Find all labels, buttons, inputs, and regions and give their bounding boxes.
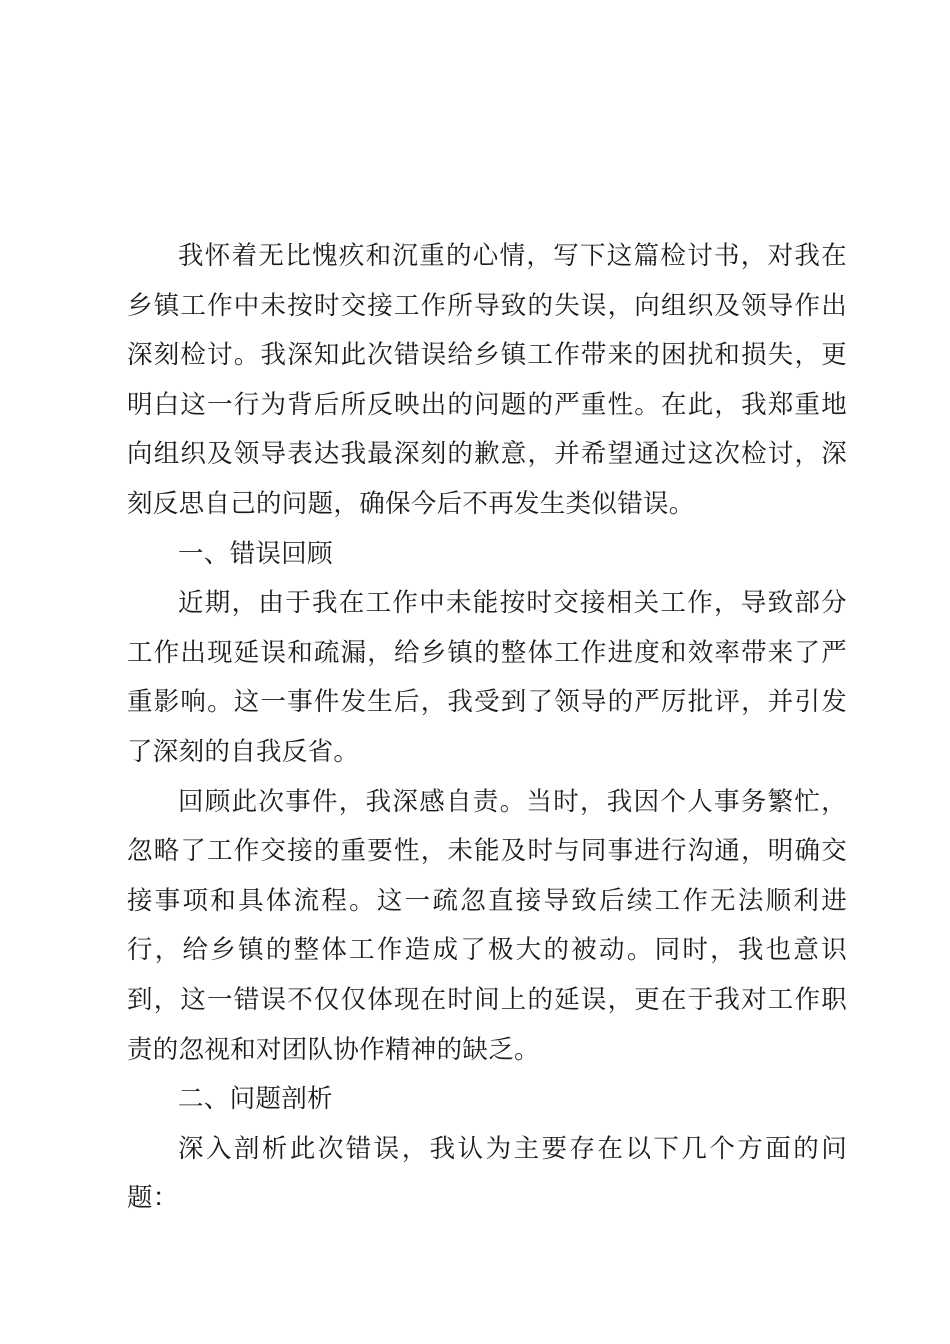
paragraph-recent-events: 近期，由于我在工作中未能按时交接相关工作，导致部分工作出现延误和疏漏，给乡镇的整体工作进度和效率带来了严重影响。这一事件发生后，我受到了领导的严厉批评，并引发了深刻的自我反省。 bbox=[127, 588, 847, 767]
section-heading-error-review: 一、错误回顾 bbox=[178, 538, 333, 569]
paragraph-analysis-intro: 深入剖析此次错误，我认为主要存在以下几个方面的问题： bbox=[127, 1133, 847, 1214]
intro-paragraph: 我怀着无比愧疚和沉重的心情，写下这篇检讨书，对我在乡镇工作中未按时交接工作所导致的失误，向组织及领导作出深刻检讨。我深知此次错误给乡镇工作带来的困扰和损失，更明白这一行为背后所反映出的问题的严重性。在此，我郑重地向组织及领导表达我最深刻的歉意，并希望通过这次检讨，深刻反思自己的问题，确保今后不再发生类似错误。 bbox=[127, 241, 847, 519]
section-heading-problem-analysis: 二、问题剖析 bbox=[178, 1084, 333, 1115]
document-body bbox=[127, 232, 847, 1224]
paragraph-reflection: 回顾此次事件，我深感自责。当时，我因个人事务繁忙，忽略了工作交接的重要性，未能及时与同事进行沟通，明确交接事项和具体流程。这一疏忽直接导致后续工作无法顺利进行，给乡镇的整体工作造成了极大的被动。同时，我也意识到，这一错误不仅仅体现在时间上的延误，更在于我对工作职责的忽视和对团队协作精神的缺乏。 bbox=[127, 786, 847, 1065]
